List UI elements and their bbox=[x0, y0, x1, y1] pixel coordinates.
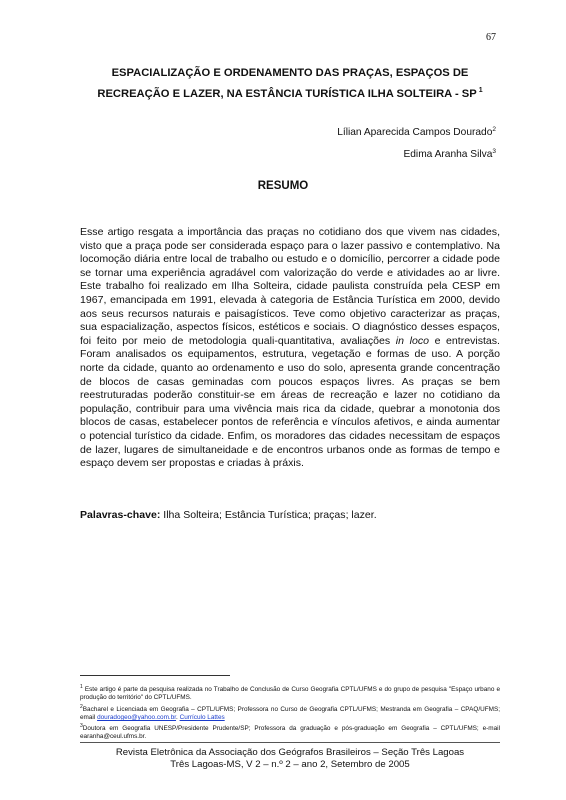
footnote-2-email-link[interactable]: douradogeo@yahoo.com.br bbox=[97, 713, 177, 721]
author-1 bbox=[337, 120, 496, 142]
author-1-name: Lílian Aparecida Campos Dourado bbox=[337, 127, 493, 138]
footer-line-1: Revista Eletrônica da Associação dos Geógrafos Brasileiros – Seção Três Lagoas bbox=[115, 747, 465, 758]
authors bbox=[337, 120, 496, 164]
article-title bbox=[78, 65, 502, 103]
footer-divider bbox=[80, 742, 500, 743]
abstract-part-1: Esse artigo resgata a importância das praças no cotidiano dos que vivem nas cidades, visto que a praça pode ser considerada espaço para o lazer passivo e contemplativo. Na locomoção diária entre local de trabalho ou estudo e o domicílio, percorrer a cidade pode se tornar uma experiência agradável com valorização do verde e atividades ao ar livre. Este trabalho foi realizado em Ilha Solteira, cidade paulista construída pela CESP em 1967, emancipada em 1991, elevada à categoria de Estância Turística em 2000, devido aos seus recursos naturais e paisagísticos. Teve como objetivo caracterizar as praças, sua espacialização, aspectos físicos, estéticos e sociais. O diagnóstico desses espaços, foi feito por meio de metodologia quali-quantitativa, avaliações bbox=[80, 226, 500, 347]
footnote-3 bbox=[80, 722, 500, 742]
journal-footer bbox=[80, 747, 500, 771]
title-line-2-text: RECREAÇÃO E LAZER, NA ESTÂNCIA TURÍSTICA ILHA SOLTEIRA - SP bbox=[97, 88, 477, 100]
footnotes bbox=[80, 683, 500, 742]
footnote-divider bbox=[80, 675, 230, 676]
footnote-1-mark: 1 bbox=[80, 684, 83, 690]
author-2-name: Edima Aranha Silva bbox=[403, 149, 493, 160]
footnote-3-text: Doutora em Geografia UNESP/Presidente Prudente/SP; Professora da graduação e pós-graduação em Geografia – CPTL/UFMS; e-mail earanha@ceul.ufms.br. bbox=[80, 725, 500, 741]
footnote-1-text: Este artigo é parte da pesquisa realizada no Trabalho de Conclusão de Curso Geografia CPTL/UFMS e do grupo de pesquisa "Espaço urbano e produção do território" do CPTL/UFMS. bbox=[80, 686, 500, 702]
footnote-2-mark: 2 bbox=[80, 703, 83, 710]
footnote-2-separator: . bbox=[176, 713, 180, 721]
author-2 bbox=[337, 142, 496, 164]
footnote-1 bbox=[80, 683, 500, 703]
title-line-2 bbox=[78, 82, 502, 103]
footnote-2-text: Bacharel e Licenciada em Geografia – CPTL/UFMS; Professora no Curso de Geografia CPTL/UFMS; Mestranda em Geografia – CPAQ/UFMS; email bbox=[80, 705, 500, 721]
abstract-italic: in loco bbox=[395, 334, 429, 347]
abstract-text bbox=[80, 226, 500, 471]
keywords-label: Palavras-chave: bbox=[80, 509, 161, 521]
author-2-mark: 3 bbox=[492, 148, 496, 155]
keywords-text: Ilha Solteira; Estância Turística; praças; lazer. bbox=[160, 509, 377, 521]
abstract-heading: RESUMO bbox=[257, 180, 309, 192]
curriculo-lattes-link[interactable]: Currículo Lattes bbox=[179, 713, 225, 721]
title-line-1: ESPACIALIZAÇÃO E ORDENAMENTO DAS PRAÇAS, ESPAÇOS DE bbox=[111, 67, 469, 79]
abstract-part-2: e entrevistas. Foram analisados os equipamentos, estrutura, vegetação e formas de uso. A porção norte da cidade, quanto ao ordenamento e uso do solo, apresenta grande concentração de blocos de casas geminadas com poucos espaços livres. As praças se bem reestruturadas poderão constituir-se em áreas de recreação e lazer no cotidiano da população, contribuir para uma vivência mais rica da cidade, quebrar a monotonia dos blocos de casas, estabelecer pontos de referência e vínculos afetivos, e ainda aumentar o potencial turístico da cidade. Enfim, os moradores das cidades necessitam de espaços de lazer, lugares de simultaneidade e de encontros urbanos onde as formas de tempo e espaço devem ser propostas e criadas à práxis. bbox=[80, 334, 500, 470]
footnote-3-mark: 3 bbox=[80, 723, 83, 730]
footnote-2 bbox=[80, 703, 500, 723]
footer-line-2: Três Lagoas-MS, V 2 – n.º 2 – ano 2, Setembro de 2005 bbox=[170, 759, 410, 770]
keywords bbox=[80, 509, 500, 521]
author-1-mark: 2 bbox=[492, 126, 496, 133]
page-number: 67 bbox=[486, 32, 496, 43]
title-footnote-mark: 1 bbox=[478, 87, 483, 94]
